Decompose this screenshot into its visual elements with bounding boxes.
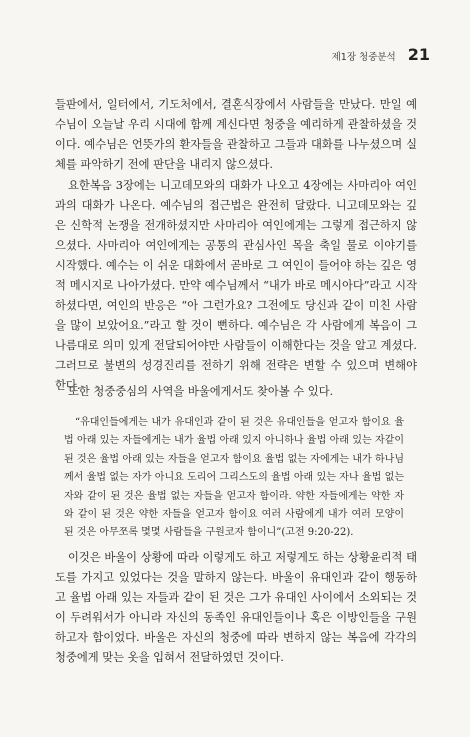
paragraph-4: 이것은 바울이 상황에 따라 이렇게도 하고 저렇게도 하는 상황윤리적 태도를 가지고 있었다는 것을 말하지 않는다. 바울이 유대인과 같이 행동하고 율법 아래 있는 자들과 같이 된 것은 그가 유대인 사이에서 소외되는 것이 두려워서가 아니라 자신의 동족인 유대인들이나 혹은 이방인들을 구원하고자 함이었다. 바울은 자신의 청중에 따라 변하지 않는 복음에 각각의 청중에게 맞는 옷을 입혀서 전달하였던 것이다. bbox=[55, 551, 417, 664]
paragraph-2: 요한복음 3장에는 니고데모와의 대화가 나오고 4장에는 사마리아 여인과의 대화가 나온다. 예수님의 접근법은 완전히 달랐다. 니고데모와는 깊은 신학적 논쟁을 전개하셨지만 사마리아 여인에게는 그렇게 접근하지 않으셨다. 사마리아 여인에게는 공통의 관심사인 목을 축일 물로 이야기를 시작했다. 예수는 이 쉬운 대화에서 곧바로 그 여인이 들어야 하는 깊은 영적 메시지로 나아가셨다. 만약 예수님께서 “내가 바로 메시아다”라고 시작하셨다면, 여인의 반응은 “아 그런가요? 그전에도 당신과 같이 미친 사람을 많이 보았어요.”라고 할 것이 뻔하다. 예수님은 각 사람에게 복음이 그 나름대로 의미 있게 전달되어야만 사람들이 이해한다는 것을 알고 계셨다. 그러므로 불변의 성경진리를 전하기 위해 전략은 변할 수 있으며 변해야 한다. bbox=[55, 179, 417, 392]
paragraph-1: 들판에서, 일터에서, 기도처에서, 결혼식장에서 사람들을 만났다. 만일 예수님이 오늘날 우리 시대에 함께 계신다면 청중을 예리하게 관찰하셨을 것이다. 예수님은 언뜻가의 환자들을 관찰하고 그들과 대화를 나누셨으며 실체를 파악하기 전에 판단을 내리지 않으셨다. bbox=[55, 98, 417, 171]
chapter-title: 제1장 청중분석 bbox=[331, 52, 396, 63]
running-header bbox=[332, 45, 430, 64]
page-number: 21 bbox=[407, 45, 430, 64]
paragraph-3: 또한 청중중심의 사역을 바울에게서도 찾아볼 수 있다. bbox=[68, 385, 334, 398]
scripture-quote: “유대인들에게는 내가 유대인과 같이 된 것은 유대인들을 얻고자 함이요 율법 아래 있는 자들에게는 내가 율법 아래 있지 아니하나 율법 아래 있는 자같이 된 것은 율법 아래 있는 자들을 얻고자 함이요 율법 없는 자에게는 내가 하나님께서 율법 없는 자가 아니요 도리어 그리스도의 율법 아래 있는 자나 율법 없는 자와 같이 된 것은 율법 없는 자들을 얻고자 함이라. 약한 자들에게는 약한 자와 같이 된 것은 약한 자들을 얻고자 함이요 여러 사람에게 내가 여러 모양이 된 것은 아무쪼록 몇몇 사람들을 구원코자 함이니”(고전 9:20-22). bbox=[64, 417, 404, 539]
